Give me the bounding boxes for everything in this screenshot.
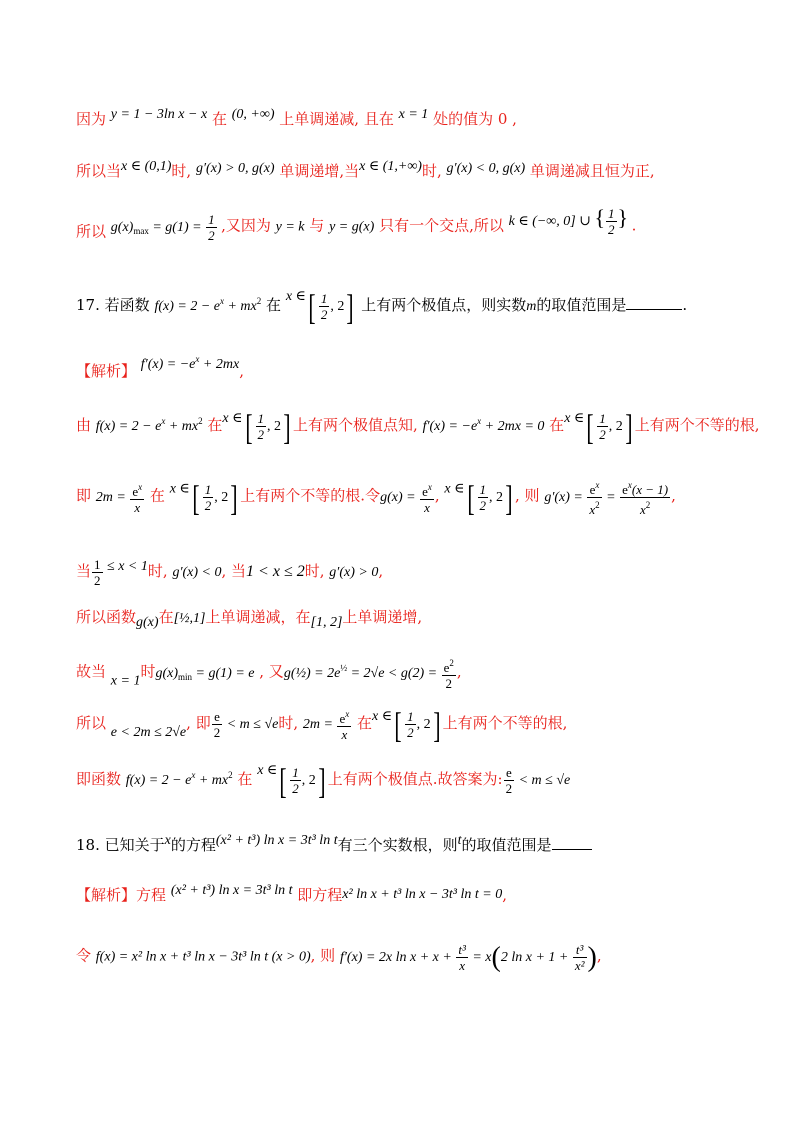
formula: 1 < x ≤ 2	[246, 563, 305, 580]
formula-part: x ∈	[372, 709, 393, 724]
formula-part: = x	[472, 949, 492, 965]
fraction	[597, 411, 608, 442]
numerator: e	[212, 709, 223, 725]
denominator: 2	[599, 427, 606, 443]
superscript: x	[138, 482, 143, 492]
question-17	[76, 286, 760, 325]
bracket: ]	[625, 406, 633, 447]
solution17-line-1	[76, 348, 760, 382]
formula	[140, 354, 240, 372]
solution-line-2	[76, 156, 760, 182]
question-18	[76, 830, 760, 856]
text: 上有两个极值点.故答案为:	[327, 770, 503, 788]
superscript: 2	[645, 500, 651, 510]
text: 的方程	[170, 836, 216, 854]
denominator: x	[134, 500, 141, 515]
text: 在	[266, 296, 282, 314]
formula-part: g(x)	[155, 665, 179, 681]
formula-part: x ∈	[222, 411, 243, 426]
solution18-line-1	[76, 880, 760, 906]
paren: (	[491, 941, 501, 973]
text: , 又	[259, 662, 284, 681]
text: 与	[309, 216, 325, 235]
brace: {	[594, 204, 606, 230]
text: 所以函数	[76, 608, 137, 626]
formula: y = 1 − 3ln x − x	[110, 107, 208, 122]
text: ,	[378, 562, 384, 580]
text: 时,	[171, 162, 192, 180]
formula: g′(x) < 0	[172, 565, 222, 580]
denominator: 2	[213, 725, 221, 741]
formula	[95, 482, 145, 515]
formula	[372, 709, 392, 724]
formula-part: x ∈	[564, 411, 585, 426]
formula	[564, 411, 584, 426]
superscript: x	[477, 416, 482, 426]
bracket: [	[279, 760, 287, 801]
text: 只有一个交点,所以	[379, 216, 504, 235]
text: ,	[671, 486, 676, 505]
formula-part: , 2	[267, 419, 281, 434]
bracket: ]	[230, 477, 238, 518]
formula-gmax	[110, 212, 221, 243]
denominator: 2	[292, 781, 299, 797]
formula-part: f(x) = 2 − e	[95, 419, 162, 434]
solution17-line-5	[76, 606, 760, 634]
formula	[155, 666, 254, 681]
solution18-line-2	[76, 942, 760, 973]
text: ,	[434, 486, 440, 505]
formula	[339, 941, 597, 973]
e-symbol: e	[132, 484, 139, 499]
text: 故当	[76, 662, 107, 681]
formula: = g(1) =	[152, 219, 202, 235]
denominator: 2	[608, 222, 615, 237]
e-symbol: e	[422, 484, 428, 499]
formula	[170, 482, 190, 497]
formula: [1, 2]	[310, 615, 343, 630]
fraction	[573, 942, 587, 973]
formula	[211, 709, 279, 741]
text: 由	[76, 416, 92, 434]
solution-line-1	[76, 104, 760, 130]
text: 上有两个极值点知,	[293, 416, 418, 434]
bracket: [	[586, 406, 594, 447]
interval	[465, 477, 516, 518]
brace: }	[617, 204, 629, 230]
text: .	[682, 296, 688, 314]
formula: [½,1]	[173, 611, 206, 626]
interval	[306, 286, 357, 327]
text: , 则	[310, 946, 336, 965]
formula: y = k	[275, 219, 305, 235]
e-symbol: e	[443, 660, 450, 675]
fraction	[337, 707, 351, 742]
question-number: 18.	[76, 836, 100, 854]
bracket: ]	[505, 477, 513, 518]
formula: e < 2m ≤ 2√e	[110, 725, 187, 740]
e-symbol: e	[622, 482, 628, 497]
superscript: 2	[198, 416, 203, 426]
formula	[422, 416, 545, 434]
text: 时	[140, 662, 156, 681]
formula: (x² + t³) ln x = 3t³ ln t	[215, 833, 338, 848]
text: 的取值范围是	[461, 836, 552, 854]
formula-part: g′(x) =	[544, 489, 583, 505]
formula: k ∈ (−∞, 0] ∪	[508, 213, 591, 229]
denominator	[620, 498, 670, 517]
text: 上有两个不等的根.令	[240, 486, 381, 505]
formula	[154, 296, 262, 314]
fraction	[456, 942, 468, 973]
e-symbol: e	[589, 482, 596, 497]
formula-part: g(x) =	[380, 489, 416, 505]
fraction	[420, 480, 434, 515]
text: 当	[76, 562, 92, 580]
text: 时,	[278, 714, 299, 732]
bracket: [	[244, 406, 253, 447]
formula-part: x ∈	[444, 481, 465, 497]
formula-part: x ∈	[169, 481, 190, 497]
formula-part: , 2	[416, 717, 431, 732]
formula: f(x) = x² ln x + t³ ln x − 3t³ ln t (x > 0)	[95, 949, 311, 965]
numerator: 1	[257, 411, 264, 427]
superscript: x	[427, 482, 432, 492]
text: 上有两个不等的根,	[634, 416, 760, 434]
text: 上单调递减, 且在	[279, 110, 394, 128]
denominator: 2	[320, 307, 328, 323]
formula-part: 2m =	[302, 717, 333, 732]
numerator	[337, 707, 351, 727]
formula	[380, 482, 435, 515]
formula-part: 2 ln x + 1 +	[500, 949, 569, 965]
numerator: 1	[608, 206, 615, 221]
formula: g(x)	[110, 219, 134, 235]
formula-part: , 2	[330, 299, 345, 314]
bracket: ]	[433, 704, 441, 745]
numerator	[442, 656, 456, 676]
denominator: 2	[445, 676, 453, 691]
denominator: 2	[94, 573, 101, 589]
superscript: 2	[449, 658, 454, 668]
superscript: 2	[256, 296, 262, 306]
formula	[302, 709, 352, 743]
solution-line-3	[76, 206, 760, 243]
formula-part: + 2mx = 0	[484, 419, 545, 434]
formula-part: x ∈	[257, 763, 278, 778]
formula-part: f(x) = 2 − e	[125, 773, 192, 788]
subscript: max	[133, 225, 149, 236]
numerator: 1	[599, 411, 606, 427]
formula	[95, 416, 203, 434]
formula-k-range	[508, 204, 632, 237]
bracket: [	[394, 704, 402, 745]
fraction	[206, 212, 217, 243]
bracket: [	[466, 477, 475, 518]
interval	[243, 406, 294, 447]
fraction	[587, 478, 601, 517]
solution17-line-7	[76, 706, 760, 744]
text: 的取值范围是	[536, 296, 627, 314]
text: 在	[549, 416, 565, 434]
denominator: 2	[208, 228, 215, 243]
fraction	[203, 482, 214, 513]
superscript: x	[345, 709, 350, 720]
numerator	[620, 478, 670, 498]
text: 即函数	[76, 770, 122, 788]
text: 在	[357, 714, 373, 732]
bracket: [	[308, 286, 316, 327]
text: 处的值为 0 ,	[433, 110, 517, 128]
formula	[503, 765, 571, 797]
formula	[91, 557, 148, 589]
formula	[222, 411, 242, 426]
text: 在	[207, 416, 223, 434]
text: 即方程	[297, 886, 343, 904]
fraction	[606, 206, 617, 237]
text: , 则	[515, 486, 540, 505]
formula	[444, 482, 464, 497]
formula-part: , 2	[608, 419, 623, 434]
superscript: x	[191, 770, 196, 780]
formula-part: + mx	[227, 299, 257, 314]
numerator	[420, 480, 434, 500]
numerator: 1	[208, 212, 215, 227]
superscript: 2	[228, 770, 233, 780]
text: , 即	[186, 714, 211, 732]
denominator: 2	[407, 725, 414, 741]
answer-blank	[626, 297, 682, 310]
fraction	[478, 482, 489, 513]
numerator: 1	[320, 291, 328, 307]
formula	[283, 658, 457, 691]
text: 在	[237, 770, 253, 788]
formula-part: x ∈	[285, 289, 306, 304]
equals: =	[606, 489, 616, 505]
numerator: 1	[479, 482, 486, 497]
solution17-line-6	[76, 656, 760, 693]
fraction	[442, 656, 456, 691]
superscript: x	[595, 480, 600, 490]
text: 时,	[304, 562, 325, 580]
denominator: 2	[204, 498, 212, 513]
text: 上单调递减，在	[205, 608, 311, 626]
text: 上有两个极值点，则实数	[361, 296, 527, 314]
formula: g(x)	[136, 615, 159, 630]
denominator: x	[424, 500, 430, 515]
variable: x	[164, 833, 171, 848]
fraction	[620, 478, 670, 517]
e-symbol: e	[339, 711, 346, 727]
solution17-line-4	[76, 556, 760, 588]
variable: m	[526, 299, 537, 314]
interval	[392, 704, 443, 745]
text: 所以当	[76, 162, 122, 180]
formula-part: f′(x) = −e	[422, 419, 478, 434]
text: 若函数	[104, 296, 150, 314]
text: .	[631, 216, 637, 235]
fraction	[130, 480, 144, 515]
text: ,	[502, 886, 507, 904]
formula	[125, 770, 233, 788]
formula-part: f′(x) = −e	[140, 357, 196, 372]
bracket: [	[192, 477, 200, 518]
formula-part: f(x) = 2 − e	[154, 299, 220, 314]
numerator: 1	[204, 482, 212, 497]
fraction	[92, 557, 103, 588]
formula-part: ≤ x < 1	[107, 559, 148, 574]
question-number: 17.	[76, 296, 100, 314]
formula: x ∈ (1,+∞)	[359, 159, 422, 174]
text: 方程	[136, 886, 167, 904]
text: 有三个实数根，则	[337, 836, 458, 854]
formula-part: + 2mx	[202, 357, 240, 372]
text: ,	[596, 946, 602, 965]
numerator: t³	[573, 942, 587, 958]
text: 在	[158, 608, 174, 626]
formula: y = g(x)	[329, 219, 375, 235]
text: 所以	[76, 222, 107, 241]
formula-part: , 2	[214, 489, 229, 505]
text: ,	[456, 662, 462, 681]
text: 在	[149, 486, 165, 505]
fraction	[319, 291, 330, 322]
text: ,	[239, 362, 244, 380]
numerator	[130, 480, 144, 500]
formula-part: , 2	[301, 773, 316, 788]
bracket: ]	[283, 406, 291, 447]
formula: g′(x) < 0, g(x)	[446, 161, 526, 176]
numerator: e	[504, 765, 515, 781]
interval	[277, 760, 328, 801]
answer-blank	[552, 837, 592, 850]
denominator: 2	[505, 781, 513, 797]
fraction	[405, 709, 416, 740]
text: , 当	[221, 562, 247, 580]
bracket: ]	[318, 760, 326, 801]
formula	[544, 480, 671, 517]
formula-part: + mx	[168, 419, 199, 434]
text: ,又因为	[221, 216, 271, 235]
formula: x ∈ (0,1)	[121, 159, 172, 174]
subscript: min	[178, 671, 193, 682]
superscript: x	[195, 354, 200, 364]
superscript: x	[219, 296, 224, 306]
text: 上有两个不等的根,	[442, 714, 568, 732]
text: 即	[76, 486, 92, 505]
numerator	[587, 478, 601, 498]
x-symbol: x	[639, 502, 646, 517]
formula	[257, 763, 277, 778]
superscript: 2	[595, 500, 600, 510]
formula: (0, +∞)	[231, 107, 275, 122]
denominator: 2	[257, 427, 264, 443]
numerator: t³	[458, 942, 466, 957]
text: 上单调递增,	[342, 608, 423, 626]
analysis-tag: 【解析】	[76, 362, 137, 380]
formula: x² ln x + t³ ln x − 3t³ ln t = 0	[342, 887, 503, 902]
formula-part: g(½) = 2e	[283, 665, 341, 681]
denominator: x	[459, 958, 465, 973]
solution17-line-3	[76, 478, 760, 517]
interval	[190, 477, 241, 518]
formula-part: 2m =	[95, 489, 126, 505]
denominator	[587, 498, 601, 517]
solution17-line-8	[76, 760, 760, 799]
text: 在	[211, 110, 227, 128]
text: 时,	[147, 562, 168, 580]
analysis-tag: 【解析】	[76, 886, 137, 904]
text: 单调递减且恒为正,	[529, 162, 655, 180]
formula: g′(x) > 0	[329, 565, 379, 580]
variable: t	[457, 833, 462, 848]
formula: x = 1	[398, 107, 429, 122]
formula-part: , 2	[489, 489, 503, 505]
superscript: x	[627, 480, 632, 490]
formula-part: < m ≤ √e	[226, 717, 279, 732]
formula-part: < m ≤ √e	[518, 773, 571, 788]
formula-part: + mx	[198, 773, 229, 788]
superscript: ½	[340, 662, 348, 673]
numerator: 1	[407, 709, 414, 725]
numerator: 1	[292, 765, 299, 781]
formula-part: = 2√e < g(2) =	[350, 665, 438, 681]
formula-interval	[286, 289, 306, 304]
formula-part: f′(x) = 2x ln x + x +	[339, 949, 452, 965]
denominator: x	[341, 727, 348, 743]
text: 单调递增,当	[279, 162, 360, 180]
text: 时,	[421, 162, 442, 180]
interval	[584, 406, 635, 447]
formula: g′(x) > 0, g(x)	[195, 161, 275, 176]
fraction	[212, 709, 223, 740]
fraction	[290, 765, 301, 796]
text: 所以	[76, 714, 107, 732]
text: 已知关于	[104, 836, 165, 854]
fraction	[504, 765, 515, 796]
numerator: 1	[94, 557, 101, 573]
paren: )	[587, 941, 597, 973]
formula-part: = g(1) = e	[195, 665, 255, 681]
formula-part: (x − 1)	[631, 482, 669, 497]
superscript: x	[161, 416, 166, 426]
solution17-line-2	[76, 408, 760, 445]
bracket: ]	[346, 286, 355, 327]
denominator: x²	[574, 958, 585, 973]
fraction	[256, 411, 267, 442]
text: 因为	[76, 110, 107, 128]
denominator: 2	[479, 498, 486, 513]
x-symbol: x	[589, 502, 596, 517]
formula: x = 1	[110, 673, 141, 689]
text: 令	[76, 946, 92, 965]
formula: (x² + t³) ln x = 3t³ ln t	[170, 883, 293, 898]
